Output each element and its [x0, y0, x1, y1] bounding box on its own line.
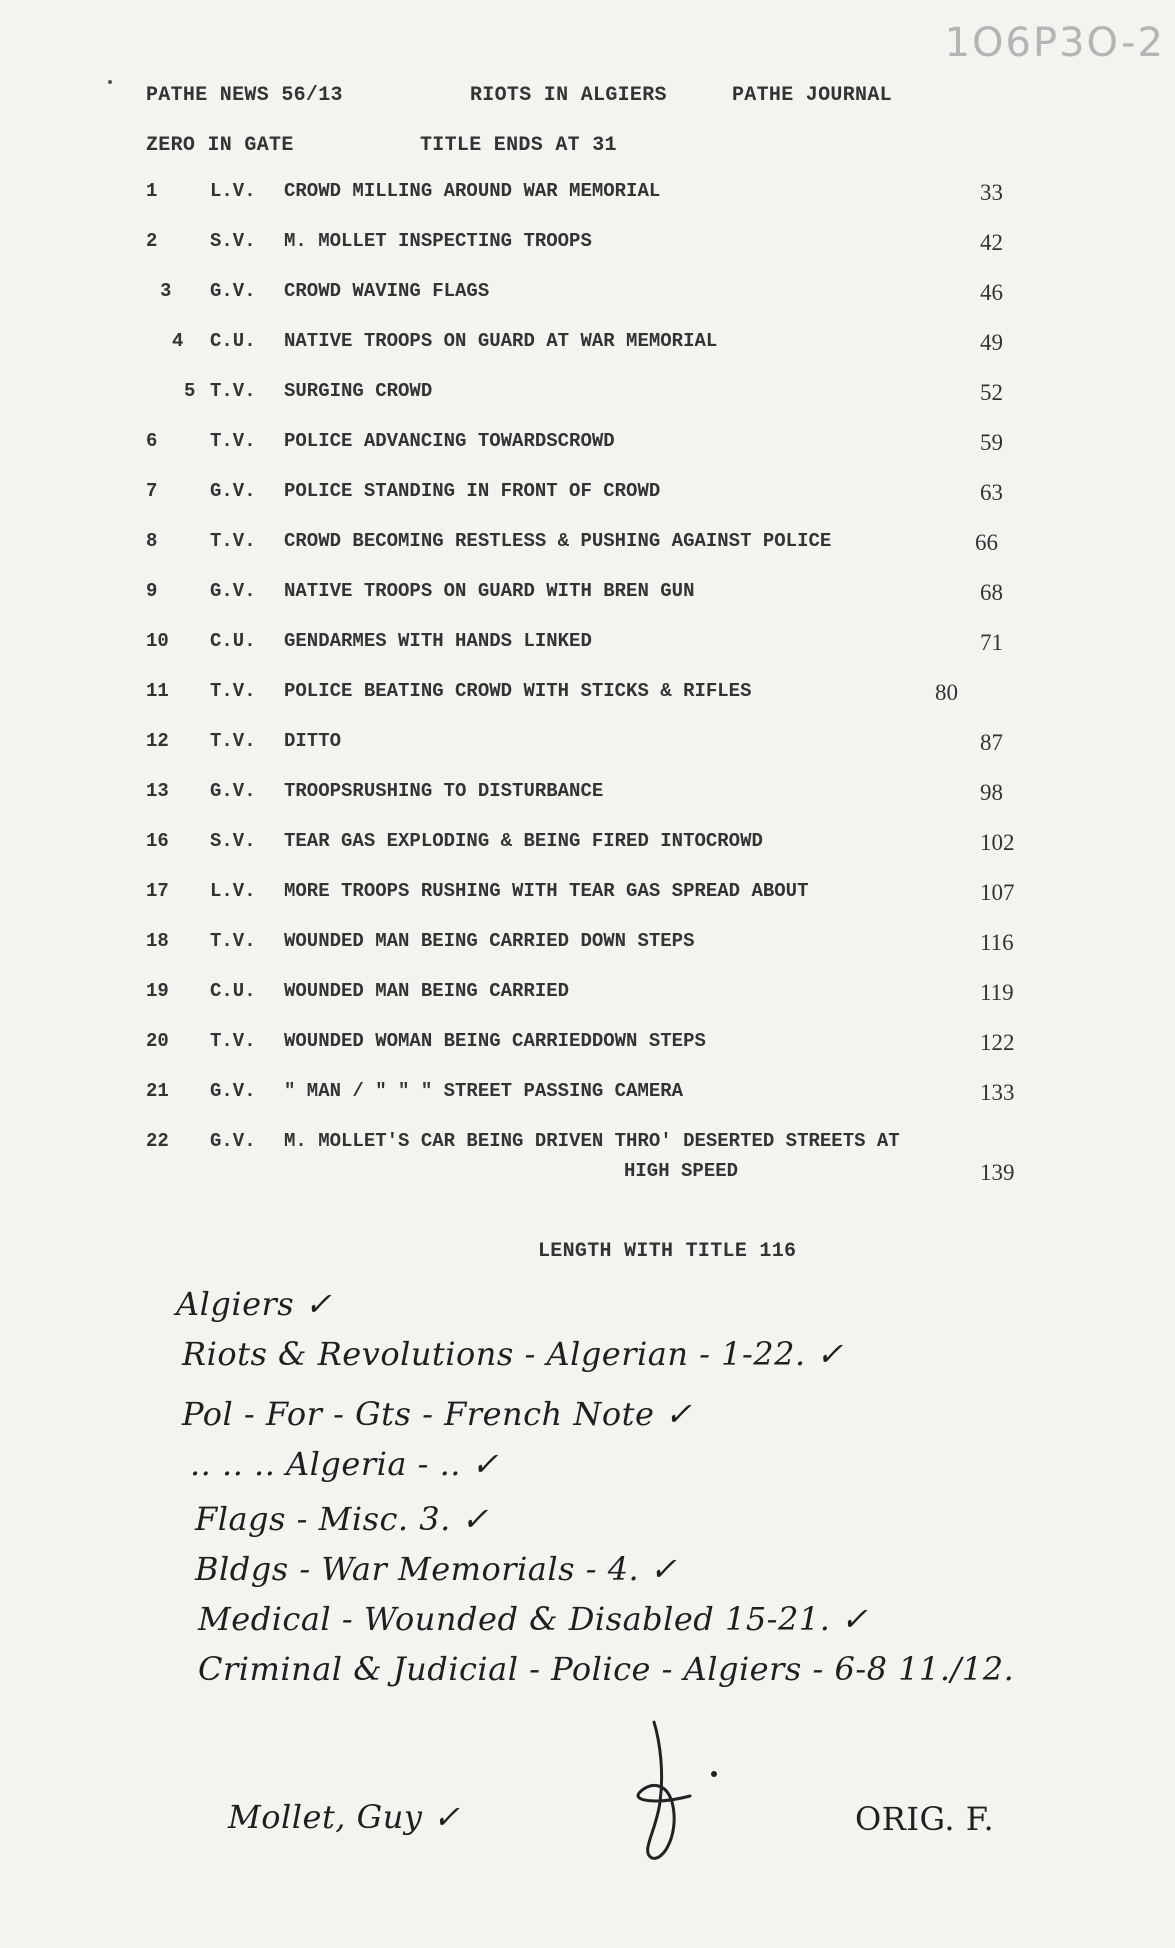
shot-description: WOUNDED MAN BEING CARRIED DOWN STEPS	[284, 930, 695, 952]
shot-row	[0, 280, 1175, 310]
handwritten-note: .. .. .. Algeria - .. ✓	[190, 1445, 499, 1483]
shot-footage: 59	[980, 430, 1003, 455]
shot-description: POLICE ADVANCING TOWARDSCROWD	[284, 430, 615, 452]
shot-row	[0, 580, 1175, 610]
shot-number: 6	[146, 430, 158, 452]
shot-description: TROOPSRUSHING TO DISTURBANCE	[284, 780, 604, 802]
shot-row	[0, 230, 1175, 260]
shot-description: CROWD WAVING FLAGS	[284, 280, 490, 302]
shot-footage: 71	[980, 630, 1003, 655]
shot-type: G.V.	[210, 480, 256, 502]
shot-description: WOUNDED MAN BEING CARRIED	[284, 980, 570, 1002]
handwritten-note: Criminal & Judicial - Police - Algiers - 6-8 11./12.	[198, 1650, 1015, 1688]
shot-number: 8	[146, 530, 158, 552]
shot-number: 13	[146, 780, 169, 802]
header-right: PATHE JOURNAL	[732, 84, 892, 107]
shot-description: GENDARMES WITH HANDS LINKED	[284, 630, 592, 652]
shot-description: CROWD MILLING AROUND WAR MEMORIAL	[284, 180, 661, 202]
handwritten-note: Medical - Wounded & Disabled 15-21. ✓	[198, 1600, 869, 1638]
length-with-title: LENGTH WITH TITLE 116	[538, 1240, 797, 1263]
shot-row	[0, 180, 1175, 210]
shot-description: SURGING CROWD	[284, 380, 433, 402]
handwritten-note: Pol - For - Gts - French Note ✓	[182, 1395, 693, 1433]
shot-type: T.V.	[210, 430, 256, 452]
shot-number: 4	[172, 330, 184, 352]
subject-name: Mollet, Guy ✓	[228, 1798, 461, 1836]
shot-footage: 107	[980, 880, 1015, 905]
shot-row	[0, 1030, 1175, 1060]
shot-row	[0, 980, 1175, 1010]
shot-number: 20	[146, 1030, 169, 1052]
shot-row	[0, 680, 1175, 710]
shot-number: 19	[146, 980, 169, 1002]
shot-row	[0, 930, 1175, 960]
shot-number: 16	[146, 830, 169, 852]
shot-type: G.V.	[210, 280, 256, 302]
shot-number: 12	[146, 730, 169, 752]
shot-type: T.V.	[210, 380, 256, 402]
document-id-stamp: 1O6P3O-2	[944, 20, 1165, 66]
shot-number: 2	[146, 230, 158, 252]
shot-description-continued: HIGH SPEED	[624, 1160, 739, 1182]
margin-dot	[108, 80, 112, 84]
shot-type: C.U.	[210, 330, 256, 352]
shot-type: G.V.	[210, 580, 256, 602]
shot-footage: 80	[935, 680, 958, 705]
shot-footage: 49	[980, 330, 1003, 355]
shot-row	[0, 630, 1175, 660]
header-left: PATHE NEWS 56/13	[146, 84, 343, 107]
shot-number: 7	[146, 480, 158, 502]
shot-type: T.V.	[210, 930, 256, 952]
orig-mark: ORIG. F.	[855, 1800, 995, 1838]
shot-footage: 63	[980, 480, 1003, 505]
handwritten-note: Bldgs - War Memorials - 4. ✓	[195, 1550, 678, 1588]
shot-footage: 119	[980, 980, 1014, 1005]
shot-footage: 87	[980, 730, 1003, 755]
shot-type: S.V.	[210, 830, 256, 852]
shot-type: T.V.	[210, 680, 256, 702]
shot-description: POLICE BEATING CROWD WITH STICKS & RIFLES	[284, 680, 752, 702]
shot-footage: 46	[980, 280, 1003, 305]
shot-row	[0, 780, 1175, 810]
shot-type: T.V.	[210, 530, 256, 552]
shot-row	[0, 480, 1175, 510]
shot-footage: 68	[980, 580, 1003, 605]
shot-row	[0, 1080, 1175, 1110]
shot-type: T.V.	[210, 730, 256, 752]
shot-type: S.V.	[210, 230, 256, 252]
shot-number: 9	[146, 580, 158, 602]
signature-mark	[620, 1712, 730, 1862]
shot-description: CROWD BECOMING RESTLESS & PUSHING AGAINST POLICE	[284, 530, 832, 552]
shot-description: " MAN / " " " STREET PASSING CAMERA	[284, 1080, 684, 1102]
shot-type: G.V.	[210, 1080, 256, 1102]
shot-number: 1	[146, 180, 158, 202]
shot-description: POLICE STANDING IN FRONT OF CROWD	[284, 480, 661, 502]
shot-number: 22	[146, 1130, 169, 1152]
shot-type: C.U.	[210, 630, 256, 652]
shot-type: T.V.	[210, 1030, 256, 1052]
shot-description: MORE TROOPS RUSHING WITH TEAR GAS SPREAD ABOUT	[284, 880, 809, 902]
shot-row	[0, 530, 1175, 560]
shot-number: 11	[146, 680, 169, 702]
shot-footage: 116	[980, 930, 1014, 955]
shot-footage: 122	[980, 1030, 1015, 1055]
shot-number: 3	[160, 280, 172, 302]
shot-footage: 52	[980, 380, 1003, 405]
shot-type: C.U.	[210, 980, 256, 1002]
shot-row	[0, 430, 1175, 460]
shot-footage: 133	[980, 1080, 1015, 1105]
shot-description: M. MOLLET'S CAR BEING DRIVEN THRO' DESERTED STREETS AT	[284, 1130, 900, 1152]
title-ends: TITLE ENDS AT 31	[420, 134, 617, 157]
header-title: RIOTS IN ALGIERS	[470, 84, 667, 107]
shot-description: WOUNDED WOMAN BEING CARRIEDDOWN STEPS	[284, 1030, 706, 1052]
shot-row	[0, 730, 1175, 760]
handwritten-note: Riots & Revolutions - Algerian - 1-22. ✓	[182, 1335, 844, 1373]
shot-number: 18	[146, 930, 169, 952]
zero-in-gate: ZERO IN GATE	[146, 134, 294, 157]
shot-number: 5	[184, 380, 196, 402]
shot-type: L.V.	[210, 880, 256, 902]
shot-type: G.V.	[210, 1130, 256, 1152]
handwritten-note: Flags - Misc. 3. ✓	[195, 1500, 489, 1538]
shot-description: M. MOLLET INSPECTING TROOPS	[284, 230, 592, 252]
shot-type: L.V.	[210, 180, 256, 202]
shot-number: 10	[146, 630, 169, 652]
shot-row	[0, 830, 1175, 860]
handwritten-note: Algiers ✓	[176, 1285, 333, 1323]
shot-description: TEAR GAS EXPLODING & BEING FIRED INTOCROWD	[284, 830, 763, 852]
shot-footage: 102	[980, 830, 1015, 855]
shot-row	[0, 380, 1175, 410]
shot-row	[0, 880, 1175, 910]
shot-number: 21	[146, 1080, 169, 1102]
shot-description: NATIVE TROOPS ON GUARD WITH BREN GUN	[284, 580, 695, 602]
shot-number: 17	[146, 880, 169, 902]
shot-description: NATIVE TROOPS ON GUARD AT WAR MEMORIAL	[284, 330, 718, 352]
shot-type: G.V.	[210, 780, 256, 802]
shot-footage: 66	[975, 530, 998, 555]
shot-footage: 139	[980, 1160, 1015, 1185]
shot-row	[0, 330, 1175, 360]
shot-row	[0, 1130, 1175, 1185]
shot-description: DITTO	[284, 730, 342, 752]
shot-footage: 33	[980, 180, 1003, 205]
shot-footage: 98	[980, 780, 1003, 805]
shot-footage: 42	[980, 230, 1003, 255]
